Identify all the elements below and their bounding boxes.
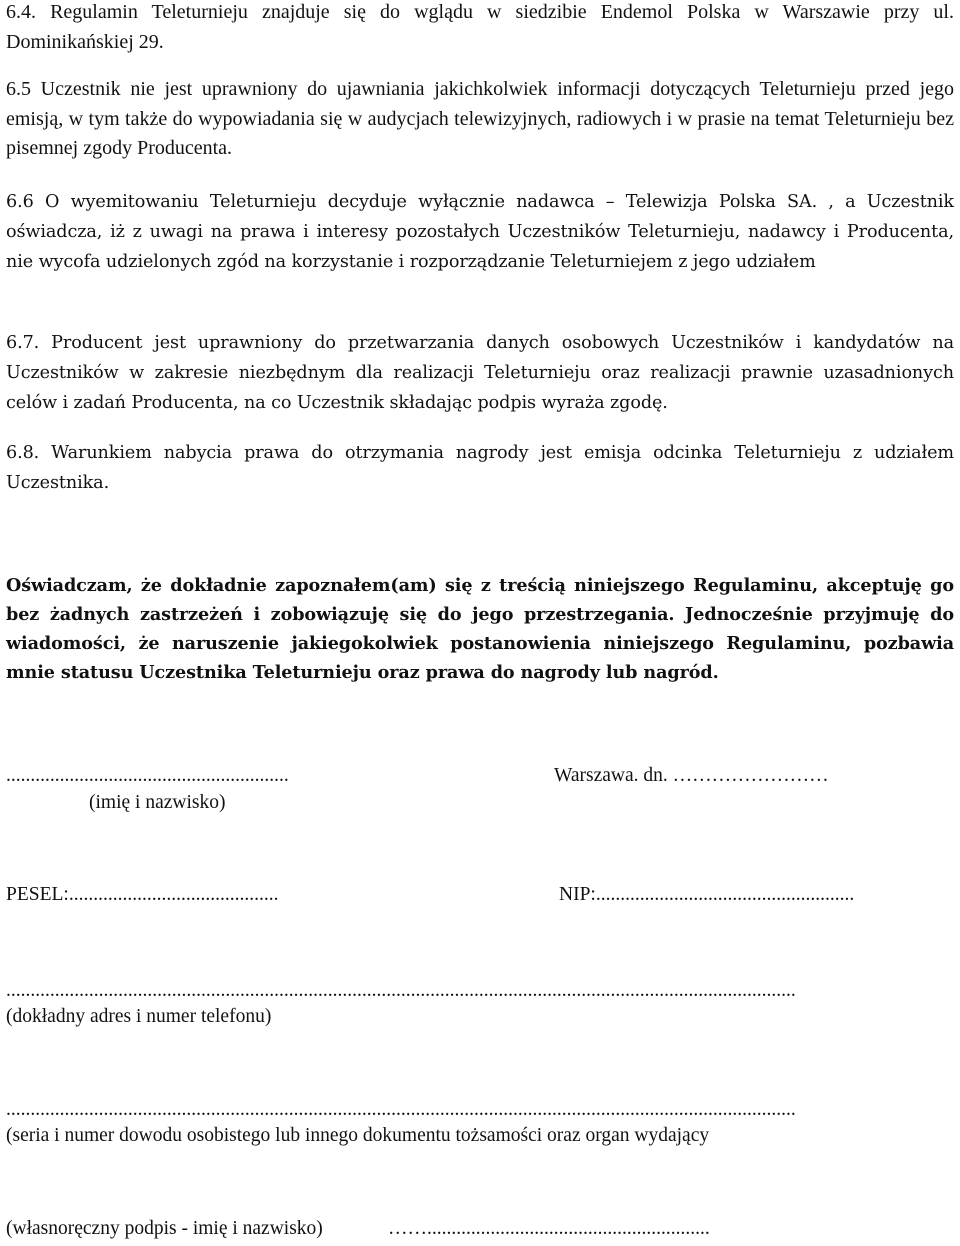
name-field-label: (imię i nazwisko) — [89, 792, 226, 813]
paragraph-6-4: 6.4. Regulamin Teleturnieju znajduje się do wglądu w siedzibie Endemol Polska w Warszawie przy ul. Dominikańskiej 29. — [6, 1, 954, 53]
address-field-dots: .................................................................................................................................................................. — [6, 980, 796, 1001]
id-document-field-label: (seria i numer dowodu osobistego lub innego dokumentu tożsamości oraz organ wydający — [6, 1125, 710, 1146]
signature-field-dots: …….......................................................... — [388, 1218, 710, 1239]
name-field-dots: .......................................................... — [6, 765, 289, 786]
address-field-label: (dokładny adres i numer telefonu) — [6, 1006, 272, 1027]
paragraph-6-6: 6.6 O wyemitowaniu Teleturnieju decyduje wyłącznie nadawca – Telewizja Polska SA. , a Uczestnik oświadcza, iż z uwagi na prawa i interesy pozostałych Uczestników Teleturnieju, nadawcy i Producenta, nie wycofa udzielonych zgód na korzystanie i rozporządzanie Teleturniejem z jego udziałem — [6, 192, 954, 272]
paragraph-6-8: 6.8. Warunkiem nabycia prawa do otrzymania nagrody jest emisja odcinka Teleturnieju z udziałem Uczestnika. — [6, 443, 954, 493]
paragraph-6-5: 6.5 Uczestnik nie jest uprawniony do ujawniania jakichkolwiek informacji dotyczących Teleturnieju przed jego emisją, w tym także do wypowiadania się w audycjach telewizyjnych, radiowych i w prasie na temat Teleturnieju bez pisemnej zgody Producenta. — [6, 78, 954, 159]
declaration-statement: Oświadczam, że dokładnie zapoznałem(am) się z treścią niniejszego Regulaminu, akceptuję go bez żadnych zastrzeżeń i zobowiązuję się do jego przestrzegania. Jednocześnie przyjmuję do wiadomości, że naruszenie jakiegokolwiek postanowienia niniejszego Regulaminu, pozbawia mnie statusu Uczestnika Teleturnieju oraz prawa do nagrody lub nagród. — [6, 575, 954, 683]
pesel-field: PESEL:........................................... — [6, 884, 279, 905]
nip-field: NIP:..................................................... — [559, 884, 855, 905]
place-date-field: Warszawa. dn. …………………… — [554, 765, 829, 786]
signature-label: (własnoręczny podpis - imię i nazwisko) — [6, 1218, 323, 1239]
id-document-field-dots: .................................................................................................................................................................. — [6, 1099, 796, 1120]
paragraph-6-7: 6.7. Producent jest uprawniony do przetwarzania danych osobowych Uczestników i kandydatów na Uczestników w zakresie niezbędnym dla realizacji Teleturnieju oraz realizacji prawnie uzasadnionych celów i zadań Producenta, na co Uczestnik składając podpis wyraża zgodę. — [6, 333, 954, 413]
